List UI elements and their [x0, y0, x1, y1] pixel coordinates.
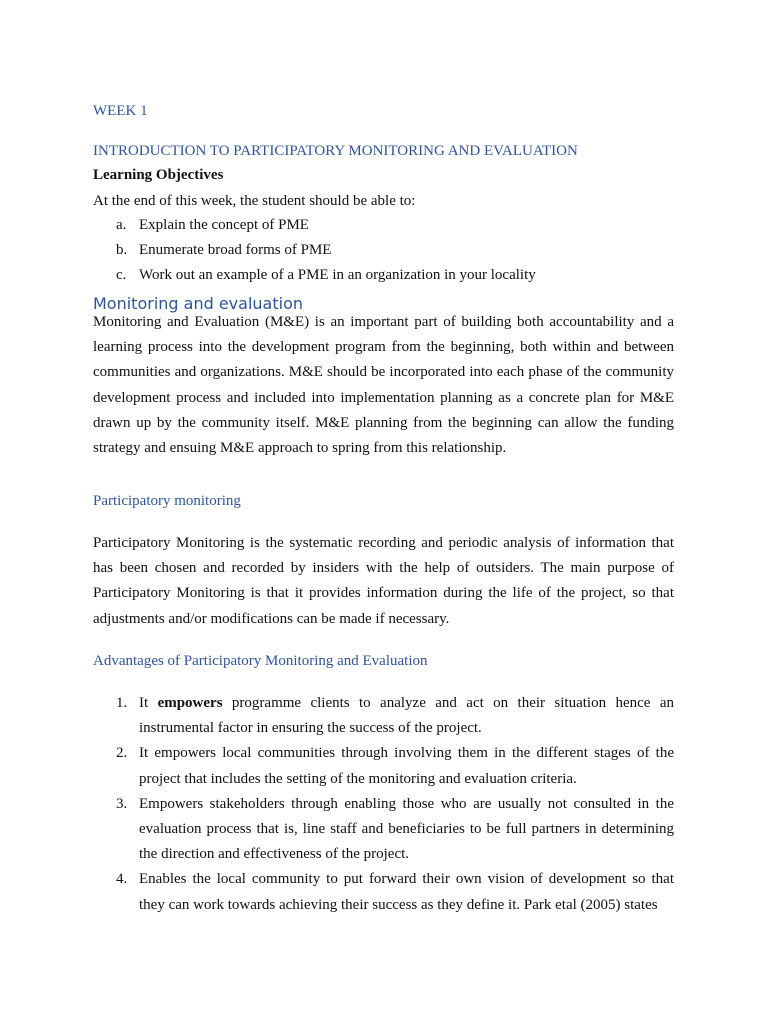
advantages-heading: Advantages of Participatory Monitoring and Evaluation: [93, 653, 428, 669]
list-marker: a.: [116, 217, 127, 233]
learning-objectives-heading: Learning Objectives: [93, 167, 224, 183]
list-item-text: Enumerate broad forms of PME: [139, 242, 332, 259]
list-marker: c.: [116, 267, 127, 284]
list-item-text: Enables the local community to put forward their own vision of development so that they can work towards achieving their success as they define it. Park etal (2005) states: [139, 871, 674, 913]
list-item: [93, 213, 674, 238]
intro-heading: INTRODUCTION TO PARTICIPATORY MONITORING AND EVALUATION: [93, 143, 578, 159]
list-item-text: Explain the concept of PME: [139, 217, 309, 233]
list-marker: 4.: [116, 871, 128, 888]
list-item-text: It empowers local communities through involving them in the different stages of the project that includes the setting of the monitoring and evaluation criteria.: [139, 745, 674, 787]
list-item-text-post: programme clients to analyze and act on their situation hence an instrumental factor in ensuring the success of the project.: [139, 695, 675, 737]
list-item: [93, 741, 674, 791]
list-item-text: Work out an example of a PME in an organization in your locality: [139, 267, 536, 284]
list-marker: 2.: [116, 745, 128, 762]
list-item-text: Empowers stakeholders through enabling those who are usually not consulted in the evaluation process that is, line staff and beneficiaries to be full partners in determining the direction and effectiveness of the project.: [139, 795, 674, 863]
list-item-text-pre: It: [139, 695, 158, 711]
me-paragraph: Monitoring and Evaluation (M&E) is an important part of building both accountability and a learning process into the development program from the beginning, both within and between communities and organizations. M&E should be incorporated into each phase of the community development process and included into implementation planning as a concrete plan for M&E drawn up by the community itself. M&E planning from the beginning can allow the funding strategy and ensuing M&E approach to spring from this relationship.: [93, 314, 674, 457]
pm-paragraph: Participatory Monitoring is the systematic recording and periodic analysis of information that has been chosen and recorded by insiders with the help of outsiders. The main purpose of Participatory Monitoring is that it provides information during the life of the project, so that adjustments and/or modifications can be made if necessary.: [93, 535, 674, 627]
week-label: WEEK 1: [93, 103, 148, 119]
list-item: [93, 691, 674, 741]
me-section-heading: Monitoring and evaluation: [93, 294, 303, 313]
list-marker: 3.: [116, 795, 128, 812]
objectives-lead: At the end of this week, the student should be able to:: [93, 193, 416, 209]
advantages-list: [93, 691, 674, 918]
participatory-monitoring-heading: Participatory monitoring: [93, 493, 241, 509]
list-marker: b.: [116, 242, 128, 259]
list-item: [93, 867, 674, 917]
list-marker: 1.: [116, 695, 128, 711]
list-item: [93, 238, 674, 263]
list-item-text-bold: empowers: [157, 695, 223, 711]
list-item: [93, 263, 674, 288]
list-item: [93, 792, 674, 868]
objectives-list: [93, 213, 674, 289]
